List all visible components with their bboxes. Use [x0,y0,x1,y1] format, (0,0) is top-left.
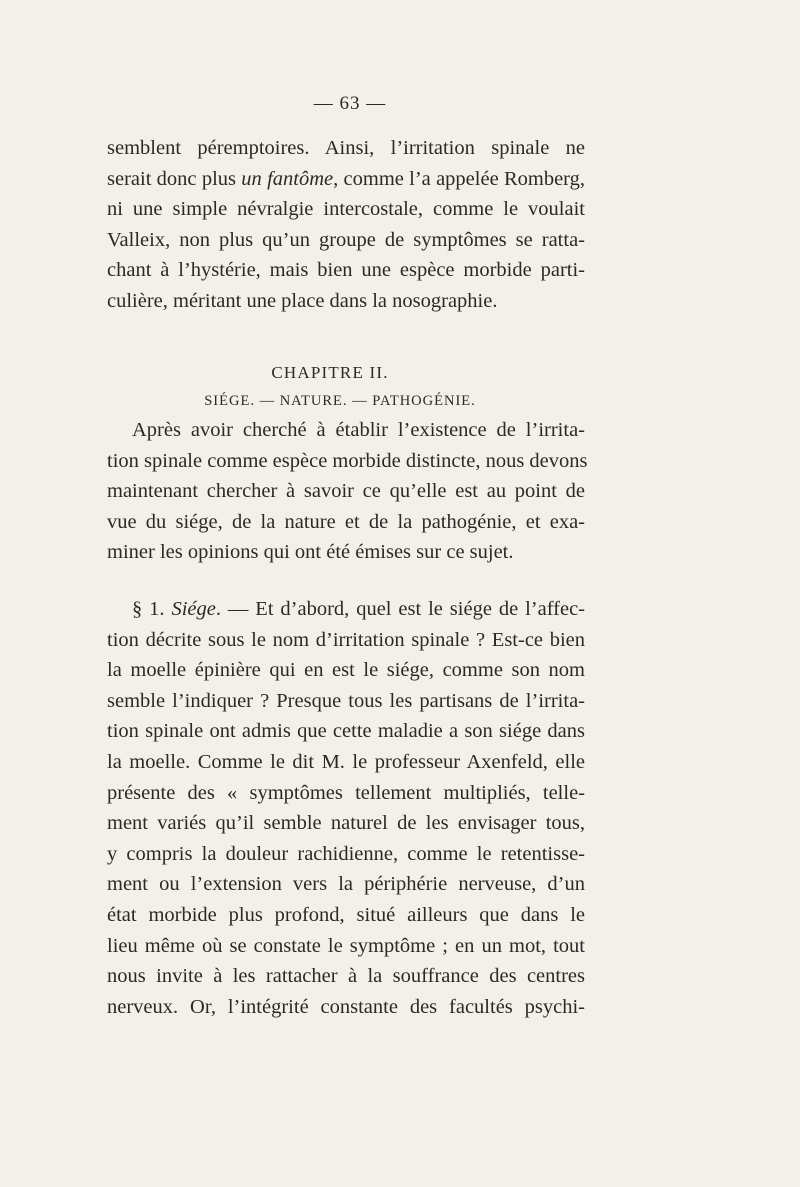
text-line: Après avoir cherché à établir l’existence de l’irrita- [132,419,585,441]
text-line: Valleix, non plus qu’un groupe de symptômes se ratta- [107,228,585,251]
section-marker: § 1. [132,598,172,620]
text-line [107,594,585,625]
text-span: serait donc plus [107,167,242,190]
text-line: y compris la douleur rachidienne, comme le retentisse- [107,842,585,865]
text-line: semblent péremptoires. Ainsi, l’irritation spinale ne [107,137,585,159]
text-line: maintenant chercher à savoir ce qu’elle est au point de [107,480,585,503]
text-line: nous invite à les rattacher à la souffrance des centres [107,965,585,988]
text-line: lieu même où se constate le symptôme ; en un mot, tout [107,934,585,957]
section-title: Siége [171,598,216,620]
text-line: présente des « symptômes tellement multipliés, telle- [107,781,585,804]
chapter-title: CHAPITRE II. [271,363,389,382]
text-line: culière, méritant une place dans la nosographie. [107,289,498,312]
text-line: état morbide plus profond, situé ailleurs que dans le [107,903,585,926]
text-line: vue du siége, de la nature et de la pathogénie, et exa- [107,510,585,533]
text-line: la moelle épinière qui en est le siége, comme son nom [107,659,585,682]
text-line: tion spinale ont admis que cette maladie a son siége dans [107,720,585,743]
text-line: ment ou l’extension vers la périphérie nerveuse, d’un [107,873,585,896]
paragraph-section-siege [107,594,585,1022]
text-line: la moelle. Comme le dit M. le professeur Axenfeld, elle [107,750,585,773]
chapter-subtitle: SIÉGE. — NATURE. — PATHOGÉNIE. [204,393,476,409]
paragraph-conclusion [107,133,585,317]
text-line: chant à l’hystérie, mais bien une espèce morbide parti- [107,259,585,282]
text-line [107,164,585,195]
text-line: ment variés qu’il semble naturel de les envisager tous, [107,812,585,835]
italic-phrase: un fantôme [241,167,334,190]
text-span: . — Et d’abord, quel est le siége de l’affec- [215,598,586,620]
text-line: nerveux. Or, l’intégrité constante des facultés psychi- [107,995,585,1018]
text-span: , comme l’a appelée Romberg, [333,167,585,190]
text-line: miner les opinions qui ont été émises sur ce sujet. [107,541,514,564]
page-number: — 63 — [313,93,387,114]
text-line: semble l’indiquer ? Presque tous les partisans de l’irrita- [107,689,585,712]
text-line: tion décrite sous le nom d’irritation spinale ? Est-ce bien [107,628,585,651]
paragraph-introduction [107,415,588,568]
text-line: tion spinale comme espèce morbide distincte, nous devons [107,449,588,472]
text-line: ni une simple névralgie intercostale, comme le voulait [107,198,585,221]
